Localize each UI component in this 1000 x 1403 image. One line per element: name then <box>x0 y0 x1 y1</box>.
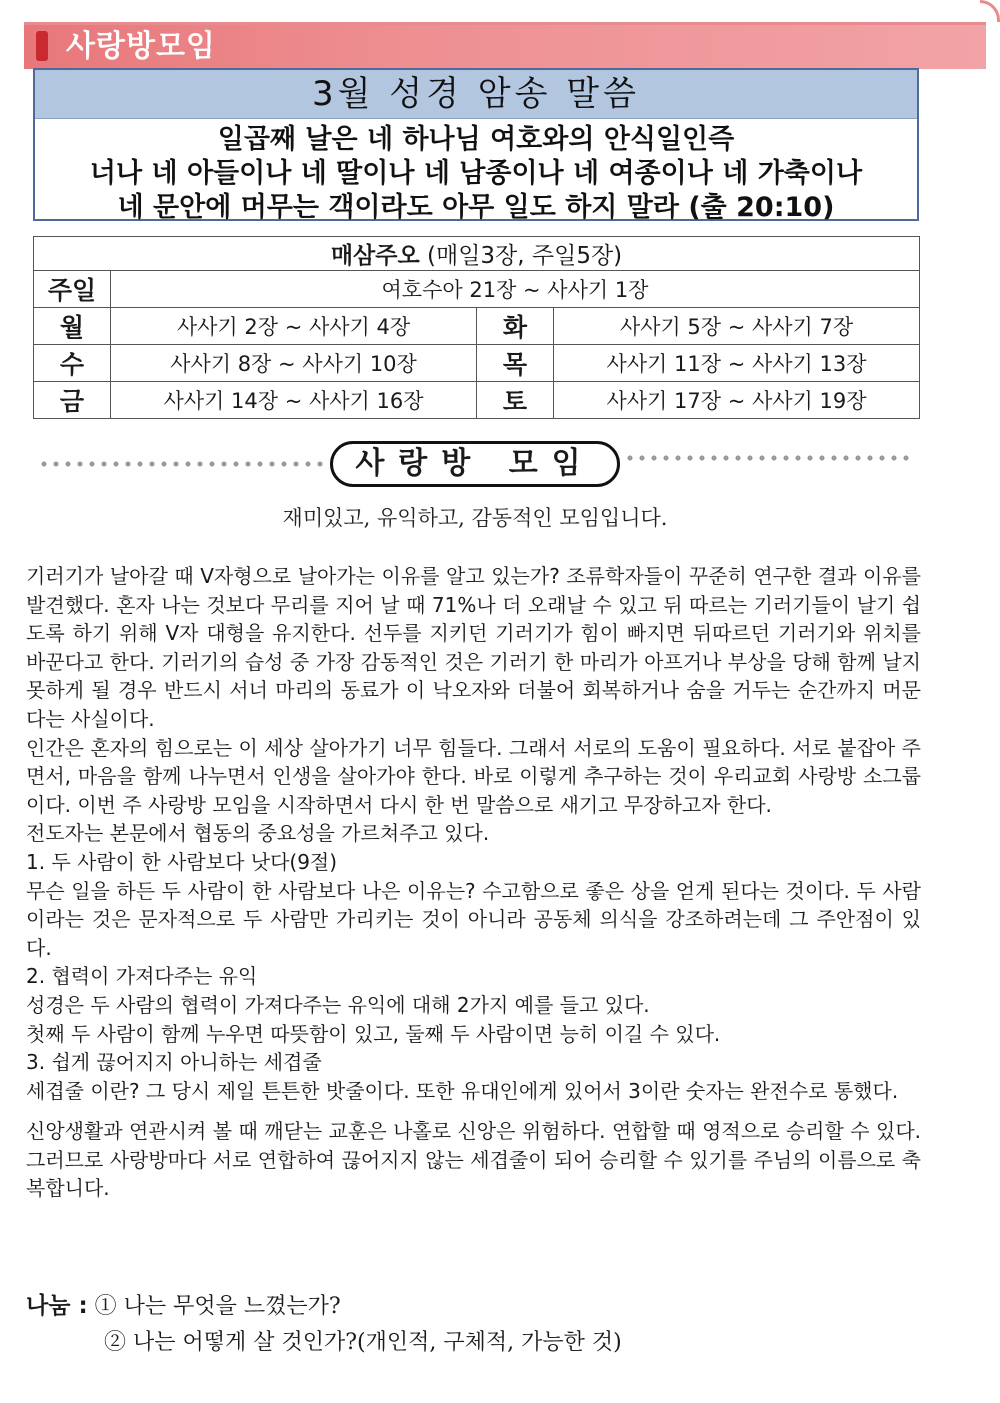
day-label: 주일 <box>34 271 111 308</box>
sharing-questions <box>26 1288 926 1361</box>
paragraph: 인간은 혼자의 힘으로는 이 세상 살아가기 너무 힘들다. 그래서 서로의 도움이 필요하다. 서로 붙잡아 주면서, 마음을 함께 나누면서 인생을 살아가야 한다. 바로 이렇게 추구하는 것이 우리교회 사랑방 소그룹이다. 이번 주 사랑방 모임을 시작하면서 다시 한 번 말씀으로 새기고 무장하고자 한다. <box>26 735 921 817</box>
sharing-question: ① 나는 무엇을 느꼈는가? <box>94 1294 341 1319</box>
table-row <box>34 345 920 382</box>
day-label: 토 <box>477 382 554 419</box>
day-label: 화 <box>477 308 554 345</box>
dotted-divider-left <box>38 460 328 468</box>
header-banner <box>24 22 986 69</box>
point-heading: 3. 쉽게 끊어지지 아니하는 세겹줄 <box>26 1050 322 1075</box>
table-row <box>34 271 920 308</box>
sharing-question: ② 나는 어떻게 살 것인가?(개인적, 구체적, 가능한 것) <box>104 1330 622 1355</box>
conclusion-paragraph: 신앙생활과 연관시켜 볼 때 깨닫는 교훈은 나홀로 신앙은 위험하다. 연합할 때 영적으로 승리할 수 있다. 그러므로 사랑방마다 서로 연합하여 끊어지지 않는 세겹줄이 되어 승리할 수 있기를 주님의 이름으로 축복합니다. <box>26 1119 921 1201</box>
paragraph: 세겹줄 이란? 그 당시 제일 튼튼한 밧줄이다. 또한 유대인에게 있어서 3이란 숫자는 완전수로 통했다. <box>26 1078 899 1103</box>
reading-range: 사사기 5장 ~ 사사기 7장 <box>554 308 920 345</box>
reading-range: 사사기 2장 ~ 사사기 4장 <box>111 308 477 345</box>
point-heading: 2. 협력이 가져다주는 유익 <box>26 964 258 989</box>
paragraph: 무슨 일을 하든 두 사람이 한 사람보다 나은 이유는? 수고함으로 좋은 상을 얻게 된다는 것이다. 두 사람이라는 것은 문자적으로 두 사람만 가리키는 것이 아니라 공동체 의식을 강조하려는데 그 주안점이 있다. <box>26 878 921 960</box>
reading-range: 사사기 11장 ~ 사사기 13장 <box>554 345 920 382</box>
verse-line: 네 문안에 머무는 객이라도 아무 일도 하지 말라 (출 20:10) <box>117 192 835 223</box>
banner-title: 사랑방모임 <box>66 29 216 64</box>
memory-verse-heading: 3월 성경 암송 말씀 <box>35 70 917 119</box>
day-label: 수 <box>34 345 111 382</box>
reading-range: 사사기 8장 ~ 사사기 10장 <box>111 345 477 382</box>
verse-line: 일곱째 날은 네 하나님 여호와의 안식일인즉 <box>217 124 735 155</box>
table-row <box>34 308 920 345</box>
verse-line: 너나 네 아들이나 네 딸이나 네 남종이나 네 여종이나 네 가축이나 <box>89 158 863 189</box>
sharing-line <box>26 1288 926 1325</box>
article-body <box>26 562 921 1203</box>
section-subtitle: 재미있고, 유익하고, 감동적인 모임입니다. <box>282 506 668 530</box>
dotted-divider-right <box>624 454 914 462</box>
sharing-label: 나눔 : <box>26 1293 88 1319</box>
day-label: 목 <box>477 345 554 382</box>
memory-verse-text <box>35 119 917 225</box>
reading-plan-title: 매삼주오 (매일3장, 주일5장) <box>34 237 920 271</box>
reading-range: 사사기 17장 ~ 사사기 19장 <box>554 382 920 419</box>
paragraph: 전도자는 본문에서 협동의 중요성을 가르쳐주고 있다. <box>26 821 490 846</box>
point-heading: 1. 두 사람이 한 사람보다 낫다(9절) <box>26 849 338 874</box>
section-title: 사랑방 모임 <box>330 441 620 487</box>
day-label: 금 <box>34 382 111 419</box>
reading-range: 여호수아 21장 ~ 사사기 1장 <box>111 271 920 308</box>
paragraph: 성경은 두 사람의 협력이 가져다주는 유익에 대해 2가지 예를 들고 있다. <box>26 992 650 1017</box>
day-label: 월 <box>34 308 111 345</box>
banner-tab-marker <box>36 31 48 61</box>
table-row <box>34 382 920 419</box>
reading-plan-table <box>33 236 920 419</box>
paragraph: 기러기가 날아갈 때 V자형으로 날아가는 이유를 알고 있는가? 조류학자들이 꾸준히 연구한 결과 이유를 발견했다. 혼자 나는 것보다 무리를 지어 날 때 71%나 더 오래날 수 있고 뒤 따르는 기러기들이 날기 쉽도록 하기 위해 V자 대형을 유지한다. 선두를 지키던 기러기가 힘이 빠지면 뒤따르던 기러기와 위치를 바꾼다고 한다. 기러기의 습성 중 가장 감동적인 것은 기러기 한 마리가 아프거나 부상을 당해 함께 날지 못하게 될 경우 반드시 서너 마리의 동료가 이 낙오자와 더불어 회복하거나 숨을 거두는 순간까지 머문다는 사실이다. <box>26 564 921 731</box>
reading-range: 사사기 14장 ~ 사사기 16장 <box>111 382 477 419</box>
corner-decoration <box>980 0 1000 22</box>
memory-verse-box <box>33 68 919 221</box>
paragraph: 첫째 두 사람이 함께 누우면 따뜻함이 있고, 둘째 두 사람이면 능히 이길 수 있다. <box>26 1021 721 1046</box>
